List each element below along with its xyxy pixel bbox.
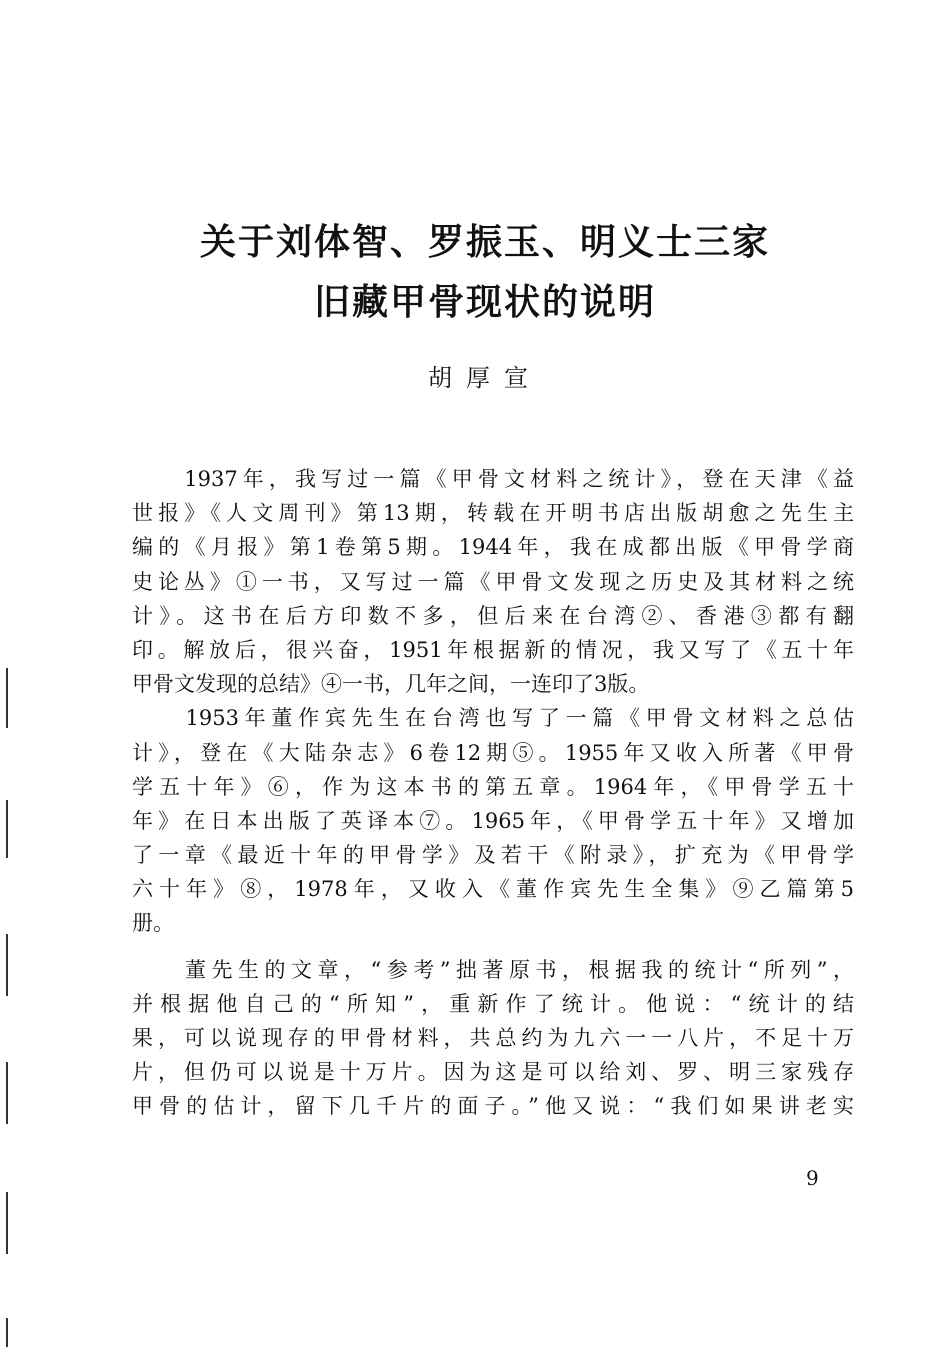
scan-edge-mark <box>6 1318 8 1347</box>
text-line: 计》。这书在后方印数不多，但后来在台湾②、香港③都有翻 <box>132 603 854 628</box>
page-number: 9 <box>806 1166 819 1190</box>
text-line: 六十年》⑧，1978年，又收入《董作宾先生全集》⑨乙篇第5 <box>132 877 854 902</box>
article-body <box>132 462 854 1124</box>
text-line: 印。解放后，很兴奋，1951年根据新的情况，我又写了《五十年 <box>132 637 854 662</box>
text-line: 史论丛》①一书，又写过一篇《甲骨文发现之历史及其材料之统 <box>132 569 854 594</box>
text-line: 册。 <box>132 911 174 936</box>
text-line: 甲骨的估计，留下几千片的面子。”他又说：“我们如果讲老实 <box>132 1094 854 1119</box>
text-line: 1937年，我写过一篇《甲骨文材料之统计》，登在天津《益 <box>132 467 854 491</box>
scan-edge-mark <box>6 668 8 728</box>
paragraph-1 <box>132 462 854 701</box>
scan-edge-mark <box>6 1192 8 1254</box>
text-line: 董先生的文章，“参考”拙著原书，根据我的统计“所列”， <box>132 957 854 982</box>
text-line: 果，可以说现存的甲骨材料，共总约为九六一一八片，不足十万 <box>132 1026 854 1050</box>
text-line: 1953年董作宾先生在台湾也写了一篇《甲骨文材料之总估 <box>132 706 854 731</box>
text-line: 了一章《最近十年的甲骨学》及若干《附录》，扩充为《甲骨学 <box>132 843 854 868</box>
text-line: 年》在日本出版了英译本⑦。1965年，《甲骨学五十年》又增加 <box>132 808 854 833</box>
text-line: 学五十年》⑥，作为这本书的第五章。1964年，《甲骨学五十 <box>132 774 854 799</box>
text-line: 片，但仍可以说是十万片。因为这是可以给刘、罗、明三家残存 <box>132 1060 854 1085</box>
text-line: 世报》《人文周刊》第13期，转载在开明书店出版胡愈之先生主 <box>132 501 854 526</box>
scan-edge-mark <box>6 934 8 996</box>
author-name: 胡厚宣 <box>428 364 542 392</box>
paragraph-3 <box>132 953 854 1124</box>
text-line: 计》，登在《大陆杂志》6卷12期⑤。1955年又收入所著《甲骨 <box>132 740 854 765</box>
paragraph-spacer <box>132 941 854 953</box>
paragraph-2 <box>132 701 854 940</box>
scan-edge-mark <box>6 1062 8 1124</box>
text-line: 并根据他自己的“所知”，重新作了统计。他说：“统计的结 <box>132 991 854 1016</box>
article-title-line-1: 关于刘体智、罗振玉、明义士三家 <box>199 221 770 263</box>
scan-edge-mark <box>6 800 8 858</box>
text-line: 甲骨文发现的总结》④一书，几年之间，一连印了3版。 <box>132 672 650 697</box>
article-title-line-2: 旧藏甲骨现状的说明 <box>313 281 656 323</box>
text-line: 编的《月报》第1卷第5期。1944年，我在成都出版《甲骨学商 <box>132 535 854 560</box>
